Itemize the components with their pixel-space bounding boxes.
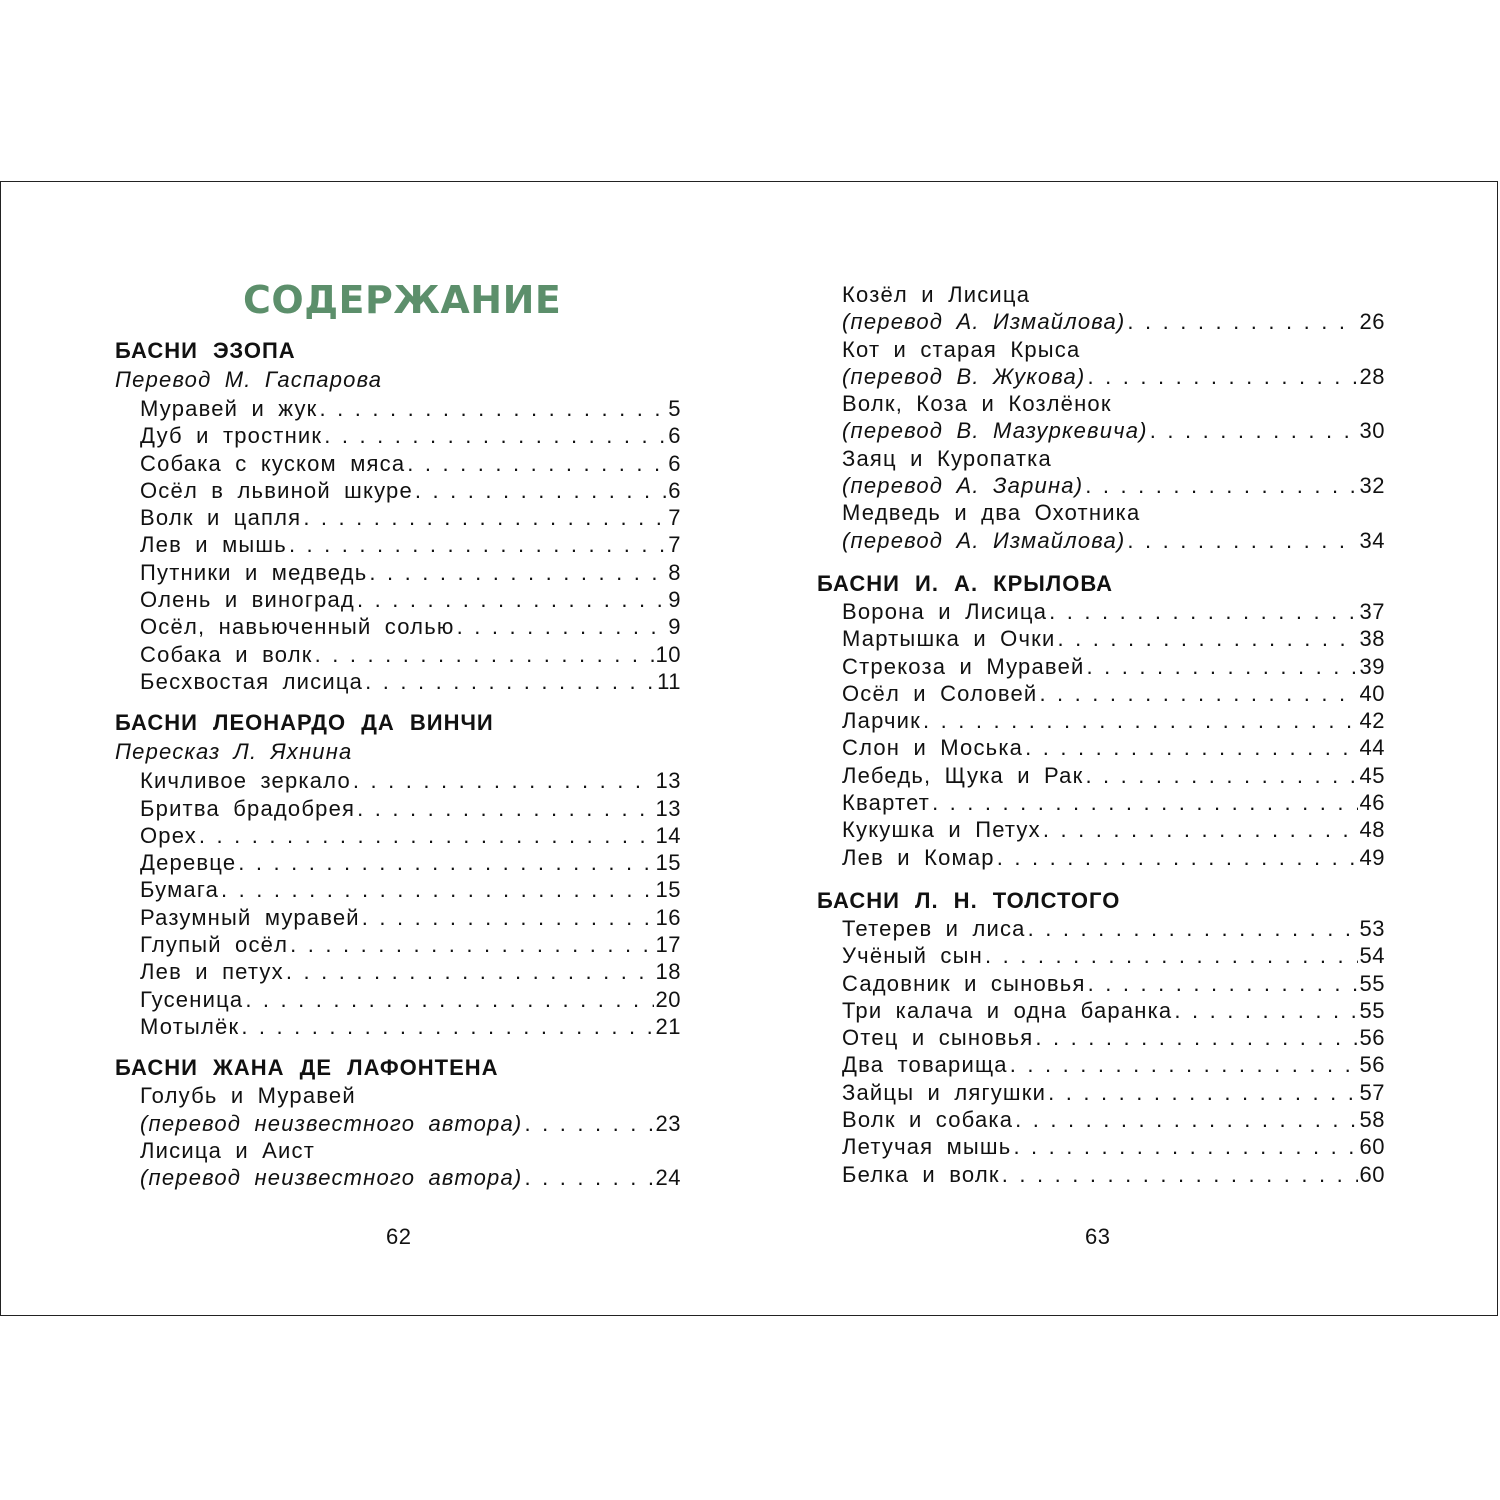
- leader-dots: [1028, 915, 1358, 942]
- entry-page: 40: [1359, 680, 1385, 706]
- leader-dots: [1049, 598, 1357, 625]
- toc-entry-title[interactable]: Волк, Коза и Козлёнок: [842, 391, 1112, 417]
- leader-dots: [303, 504, 666, 531]
- leader-dots: [1039, 680, 1357, 707]
- toc-entry[interactable]: [115, 904, 681, 931]
- entry-title: Волк и собака: [842, 1107, 1014, 1133]
- toc-entry-title[interactable]: Кот и старая Крыса: [842, 336, 1081, 362]
- entry-title: Ларчик: [842, 708, 922, 734]
- entry-page: 6: [668, 450, 681, 476]
- leader-dots: [199, 822, 654, 849]
- entry-title: Лев и мышь: [140, 532, 287, 558]
- entry-title: Лебедь, Щука и Рак: [842, 762, 1084, 788]
- toc-entry-title[interactable]: Голубь и Муравей: [140, 1083, 356, 1109]
- entry-translator: (перевод неизвестного автора): [140, 1165, 523, 1191]
- entry-page: 24: [655, 1165, 681, 1191]
- leader-dots: [353, 767, 654, 794]
- entry-page: 55: [1359, 997, 1385, 1023]
- toc-entry[interactable]: [817, 527, 1385, 554]
- entry-title: Волк и цапля: [140, 505, 302, 531]
- toc-entry[interactable]: [115, 986, 681, 1013]
- toc-entry[interactable]: [115, 668, 681, 695]
- entry-page: 48: [1359, 817, 1385, 843]
- entry-translator: (перевод В. Жукова): [842, 363, 1086, 389]
- page-title: СОДЕРЖАНИЕ: [243, 278, 562, 322]
- leader-dots: [369, 559, 666, 586]
- entry-title: Садовник и сыновья: [842, 970, 1086, 996]
- entry-page: 30: [1359, 418, 1385, 444]
- entry-title: Три калача и одна баранка: [842, 997, 1173, 1023]
- toc-entry[interactable]: [817, 680, 1385, 707]
- leader-dots: [1035, 1024, 1357, 1051]
- entry-title: Летучая мышь: [842, 1134, 1012, 1160]
- section-subheading-aesop: Перевод М. Гаспарова: [115, 367, 383, 392]
- toc-entry[interactable]: [817, 707, 1385, 734]
- entry-page: 17: [655, 932, 681, 958]
- leader-dots: [245, 986, 653, 1013]
- toc-entry[interactable]: [115, 422, 681, 449]
- entry-title: Кукушка и Петух: [842, 817, 1041, 843]
- entry-title: Орех: [140, 822, 197, 848]
- entry-page: 14: [655, 822, 681, 848]
- entry-page: 15: [655, 877, 681, 903]
- toc-entry[interactable]: [817, 997, 1385, 1024]
- entry-page: 57: [1359, 1079, 1385, 1105]
- left-page-contents: [115, 337, 681, 1191]
- leader-dots: [457, 613, 667, 640]
- entry-page: 32: [1359, 473, 1385, 499]
- toc-entry[interactable]: [817, 1079, 1385, 1106]
- entry-title: Дуб и тростник: [140, 423, 323, 449]
- toc-entry[interactable]: [817, 308, 1385, 335]
- entry-page: 46: [1359, 790, 1385, 816]
- toc-entry[interactable]: [817, 625, 1385, 652]
- toc-entry[interactable]: [817, 942, 1385, 969]
- entry-title: Лев и Комар: [842, 844, 995, 870]
- entry-title: Осёл и Соловей: [842, 680, 1038, 706]
- leader-dots: [324, 422, 666, 449]
- entry-title: Гусеница: [140, 986, 244, 1012]
- leader-dots: [1057, 625, 1357, 652]
- entry-translator: (перевод А. Зарина): [842, 473, 1084, 499]
- entry-title: Олень и виноград: [140, 587, 355, 613]
- entry-title: Стрекоза и Муравей: [842, 653, 1085, 679]
- leader-dots: [1127, 308, 1357, 335]
- toc-entry[interactable]: [817, 598, 1385, 625]
- page-number-left: 62: [386, 1224, 412, 1249]
- entry-page: 16: [655, 904, 681, 930]
- toc-entry[interactable]: [115, 931, 681, 958]
- toc-entry[interactable]: [817, 789, 1385, 816]
- entry-page: 28: [1359, 363, 1385, 389]
- toc-entry[interactable]: [817, 1161, 1385, 1188]
- entry-page: 6: [668, 477, 681, 503]
- entry-title: Зайцы и лягушки: [842, 1079, 1047, 1105]
- entry-title: Путники и медведь: [140, 559, 368, 585]
- toc-entry[interactable]: [115, 395, 681, 422]
- toc-entry[interactable]: [817, 1106, 1385, 1133]
- toc-entry[interactable]: [817, 653, 1385, 680]
- leader-dots: [1087, 653, 1358, 680]
- entry-title: Слон и Моська: [842, 735, 1024, 761]
- leader-dots: [1087, 363, 1357, 390]
- toc-entry-title[interactable]: Заяц и Куропатка: [842, 445, 1052, 471]
- section-heading-lafontaine: БАСНИ ЖАНА ДЕ ЛАФОНТЕНА: [115, 1055, 499, 1081]
- entry-title: Осёл в львиной шкуре: [140, 477, 413, 503]
- entry-page: 37: [1359, 598, 1385, 624]
- entry-title: Глупый осёл: [140, 932, 289, 958]
- entry-page: 38: [1359, 626, 1385, 652]
- leader-dots: [524, 1110, 653, 1137]
- entry-title: Собака и волк: [140, 641, 313, 667]
- entry-title: Собака с куском мяса: [140, 450, 406, 476]
- toc-entry[interactable]: [817, 734, 1385, 761]
- entry-title: Тетерев и лиса: [842, 915, 1026, 941]
- leader-dots: [1127, 527, 1357, 554]
- leader-dots: [1048, 1079, 1357, 1106]
- toc-entry[interactable]: [817, 1024, 1385, 1051]
- entry-title: Белка и волк: [842, 1161, 1000, 1187]
- entry-page: 58: [1359, 1107, 1385, 1133]
- toc-entry[interactable]: [817, 816, 1385, 843]
- entry-title: Осёл, навьюченный солью: [140, 614, 455, 640]
- leader-dots: [985, 942, 1358, 969]
- entry-title: Лев и петух: [140, 959, 284, 985]
- section-heading-tolstoy: БАСНИ Л. Н. ТОЛСТОГО: [817, 887, 1121, 913]
- entry-page: 15: [655, 850, 681, 876]
- entry-page: 54: [1359, 943, 1385, 969]
- toc-entry[interactable]: [817, 970, 1385, 997]
- toc-entry[interactable]: [817, 1133, 1385, 1160]
- leader-dots: [1085, 762, 1357, 789]
- toc-entry[interactable]: [115, 795, 681, 822]
- leader-dots: [241, 1013, 653, 1040]
- entry-page: 7: [668, 532, 681, 558]
- entry-translator: (перевод В. Мазуркевича): [842, 418, 1148, 444]
- entry-translator: (перевод А. Измайлова): [842, 309, 1126, 335]
- entry-title: Отец и сыновья: [842, 1025, 1034, 1051]
- toc-entry[interactable]: [115, 531, 681, 558]
- leader-dots: [1043, 816, 1358, 843]
- entry-page: 21: [655, 1013, 681, 1039]
- entry-page: 9: [668, 587, 681, 613]
- leader-dots: [415, 477, 666, 504]
- entry-page: 23: [655, 1110, 681, 1136]
- toc-entry[interactable]: [115, 504, 681, 531]
- leader-dots: [289, 531, 666, 558]
- toc-entry[interactable]: [115, 822, 681, 849]
- leader-dots: [357, 795, 653, 822]
- leader-dots: [357, 586, 666, 613]
- toc-entry[interactable]: [115, 450, 681, 477]
- toc-entry-title[interactable]: Лисица и Аист: [140, 1137, 316, 1163]
- leader-dots: [315, 641, 654, 668]
- leader-dots: [997, 844, 1358, 871]
- leader-dots: [290, 931, 653, 958]
- entry-page: 49: [1359, 844, 1385, 870]
- toc-entry[interactable]: [817, 844, 1385, 871]
- toc-entry[interactable]: [817, 363, 1385, 390]
- entry-page: 56: [1359, 1025, 1385, 1051]
- section-heading-aesop: БАСНИ ЭЗОПА: [115, 338, 296, 363]
- entry-title: Два товарища: [842, 1052, 1008, 1078]
- leader-dots: [932, 789, 1357, 816]
- leader-dots: [238, 849, 653, 876]
- leader-dots: [1013, 1133, 1357, 1160]
- leader-dots: [362, 904, 654, 931]
- entry-page: 44: [1359, 735, 1385, 761]
- entry-title: Деревце: [140, 850, 237, 876]
- entry-page: 9: [668, 614, 681, 640]
- toc-entry[interactable]: [115, 958, 681, 985]
- entry-title: Учёный сын: [842, 943, 983, 969]
- toc-entry[interactable]: [115, 613, 681, 640]
- leader-dots: [365, 668, 655, 695]
- entry-page: 39: [1359, 653, 1385, 679]
- leader-dots: [1150, 417, 1358, 444]
- entry-title: Бесхвостая лисица: [140, 668, 364, 694]
- toc-entry[interactable]: [817, 1051, 1385, 1078]
- section-subheading-leonardo: Пересказ Л. Яхнина: [115, 739, 353, 765]
- leader-dots: [286, 958, 654, 985]
- toc-entry[interactable]: [115, 1110, 681, 1137]
- page-number-right: 63: [1085, 1224, 1111, 1249]
- entry-page: 42: [1359, 708, 1385, 734]
- entry-page: 26: [1359, 309, 1385, 335]
- leader-dots: [407, 450, 666, 477]
- entry-page: 56: [1359, 1052, 1385, 1078]
- entry-page: 55: [1359, 970, 1385, 996]
- toc-entry[interactable]: [115, 641, 681, 668]
- section-heading-krylov: БАСНИ И. А. КРЫЛОВА: [817, 570, 1114, 596]
- leader-dots: [1002, 1161, 1358, 1188]
- entry-page: 60: [1359, 1134, 1385, 1160]
- right-page-contents: [817, 281, 1385, 1188]
- entry-title: Кичливое зеркало: [140, 768, 351, 794]
- entry-page: 13: [655, 768, 681, 794]
- entry-page: 20: [655, 986, 681, 1012]
- entry-title: Бритва брадобрея: [140, 795, 356, 821]
- entry-page: 5: [668, 396, 681, 421]
- entry-page: 11: [657, 668, 681, 694]
- entry-title: Разумный муравей: [140, 904, 360, 930]
- leader-dots: [923, 707, 1358, 734]
- toc-entry[interactable]: [817, 472, 1385, 499]
- leader-dots: [1010, 1051, 1358, 1078]
- entry-page: 18: [655, 959, 681, 985]
- entry-page: 60: [1359, 1161, 1385, 1187]
- entry-translator: (перевод неизвестного автора): [140, 1110, 523, 1136]
- entry-page: 13: [655, 795, 681, 821]
- toc-entry[interactable]: [115, 586, 681, 613]
- toc-entry[interactable]: [817, 417, 1385, 444]
- entry-page: 53: [1359, 915, 1385, 941]
- entry-page: 6: [668, 423, 681, 449]
- leader-dots: [1085, 472, 1357, 499]
- entry-title: Бумага: [140, 877, 220, 903]
- entry-translator: (перевод А. Измайлова): [842, 527, 1126, 553]
- toc-entry-title[interactable]: Козёл и Лисица: [842, 282, 1031, 307]
- toc-entry[interactable]: [115, 1013, 681, 1040]
- toc-entry[interactable]: [115, 849, 681, 876]
- entry-title: Квартет: [842, 790, 931, 816]
- toc-entry[interactable]: [817, 915, 1385, 942]
- toc-entry[interactable]: [115, 1164, 681, 1191]
- leader-dots: [319, 395, 666, 422]
- toc-entry[interactable]: [115, 559, 681, 586]
- leader-dots: [524, 1164, 653, 1191]
- entry-page: 10: [655, 641, 681, 667]
- entry-title: Ворона и Лисица: [842, 598, 1048, 624]
- entry-title: Муравей и жук: [140, 396, 318, 421]
- leader-dots: [221, 876, 653, 903]
- leader-dots: [1015, 1106, 1357, 1133]
- entry-page: 34: [1359, 527, 1385, 553]
- entry-page: 8: [668, 559, 681, 585]
- leader-dots: [1025, 734, 1357, 761]
- leader-dots: [1088, 970, 1358, 997]
- toc-entry-title[interactable]: Медведь и два Охотника: [842, 500, 1141, 526]
- entry-page: 45: [1359, 762, 1385, 788]
- leader-dots: [1174, 997, 1357, 1024]
- toc-entry[interactable]: [115, 767, 681, 794]
- section-heading-leonardo: БАСНИ ЛЕОНАРДО ДА ВИНЧИ: [115, 710, 494, 736]
- entry-title: Мотылёк: [140, 1013, 240, 1039]
- toc-entry[interactable]: [115, 876, 681, 903]
- entry-title: Мартышка и Очки: [842, 626, 1056, 652]
- entry-page: 7: [668, 505, 681, 531]
- toc-entry[interactable]: [115, 477, 681, 504]
- toc-entry[interactable]: [817, 762, 1385, 789]
